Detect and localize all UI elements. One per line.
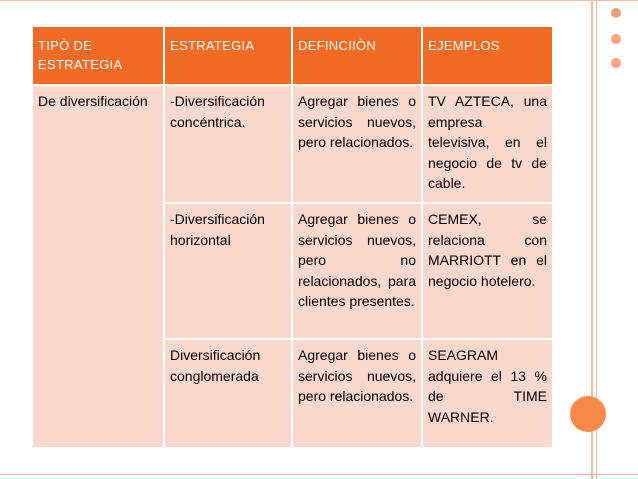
ejemplos-cell: TV AZTECA, una empresa televisiva, en el negocio de tv de cable. [422,85,553,203]
estrategia-cell: Diversificación conglomerada [164,339,292,448]
decor-dot-1 [611,8,621,18]
table-header-row [32,26,553,85]
estrategia-cell: -Diversificación concéntrica. [164,85,292,203]
type-cell: De diversificación [32,85,164,448]
header-estrategia: ESTRATEGIA [164,26,292,85]
definicion-cell: Agregar bienes o servicios nuevos, pero relacionados. [292,85,422,203]
ejemplos-cell: SEAGRAM adquiere el 13 % de TIME WARNER. [422,339,553,448]
estrategia-cell: -Diversificación horizontal [164,203,292,339]
frame-top-line [0,0,638,1]
decor-circle-large [570,396,606,432]
decor-dot-2 [611,34,621,44]
header-definicion: DEFINCIIÒN [292,26,422,85]
table-row [32,85,553,203]
frame-bottom-line [0,474,638,475]
definicion-cell: Agregar bienes o servicios nuevos, pero relacionados. [292,339,422,448]
strategy-table [31,25,554,449]
decor-dot-3 [611,58,621,68]
header-ejemplos: EJEMPLOS [422,26,553,85]
ejemplos-cell: CEMEX, se relaciona con MARRIOTT en el negocio hotelero. [422,203,553,339]
header-tipo: TIPÒ DE ESTRATEGIA [32,26,164,85]
definicion-cell: Agregar bienes o servicios nuevos, pero no relacionados, para clientes presentes. [292,203,422,339]
